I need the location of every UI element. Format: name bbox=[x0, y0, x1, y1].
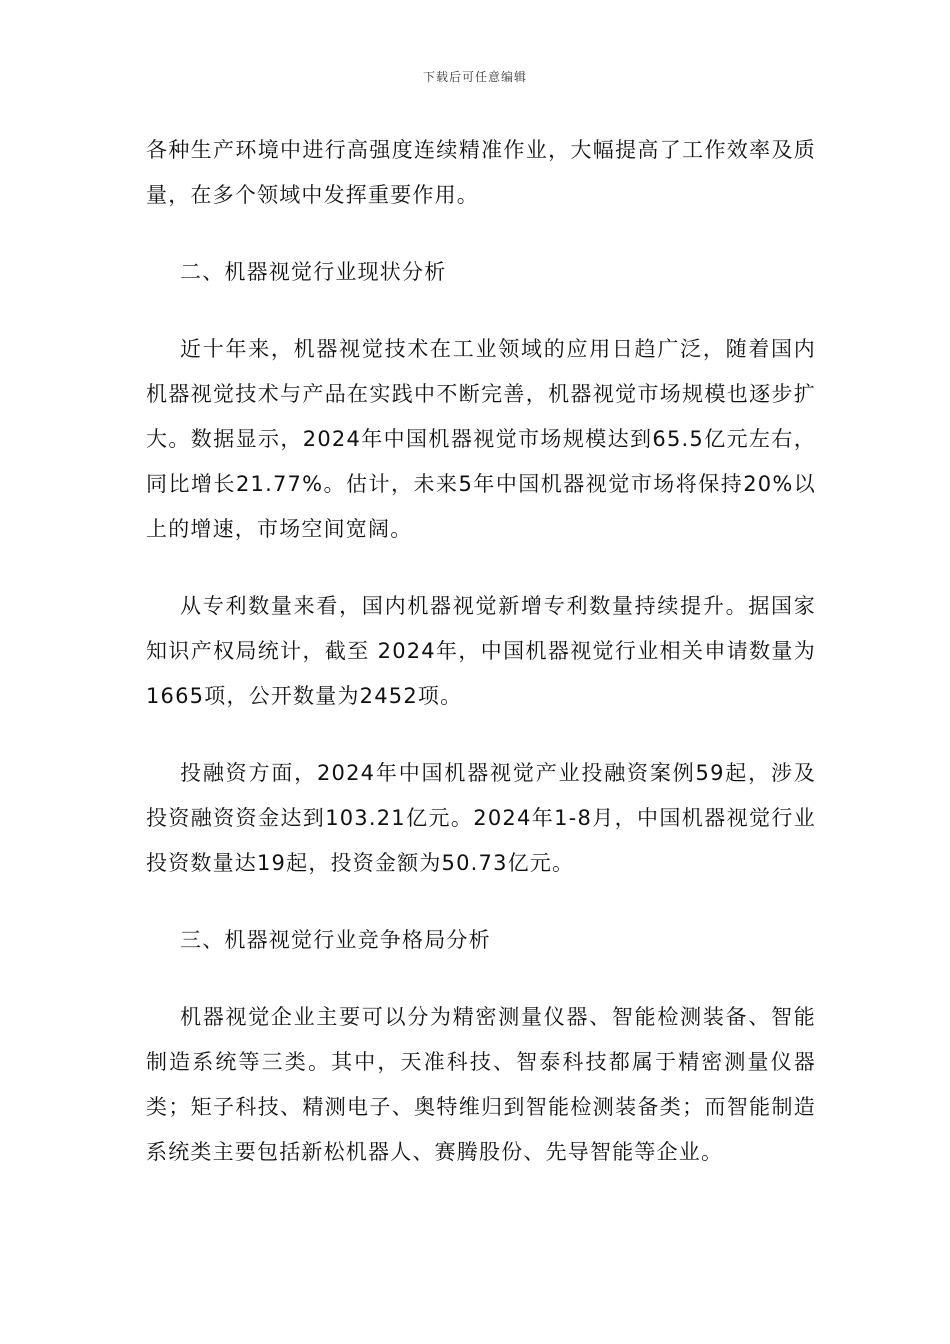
paragraph-continuation: 各种生产环境中进行高强度连续精准作业，大幅提高了工作效率及质量，在多个领域中发挥重要作用。 bbox=[146, 138, 816, 207]
section-heading-2: 二、机器视觉行业现状分析 bbox=[180, 260, 447, 284]
page-header-note: 下载后可任意编辑 bbox=[422, 70, 527, 84]
section-heading-3: 三、机器视觉行业竞争格局分析 bbox=[180, 928, 491, 952]
paragraph-market-size: 近十年来，机器视觉技术在工业领域的应用日趋广泛，随着国内机器视觉技术与产品在实践中不断完善，机器视觉市场规模也逐步扩大。数据显示，2024年中国机器视觉市场规模达到65.5亿元左右，同比增长21.77%。估计，未来5年中国机器视觉市场将保持20%以上的增速，市场空间宽阔。 bbox=[146, 337, 816, 541]
document-body bbox=[146, 128, 816, 1175]
paragraph-patents: 从专利数量来看，国内机器视觉新增专利数量持续提升。据国家知识产权局统计，截至 2024年，中国机器视觉行业相关申请数量为1665项，公开数量为2452项。 bbox=[146, 594, 816, 708]
paragraph-investment: 投融资方面，2024年中国机器视觉产业投融资案例59起，涉及投资融资资金达到103.21亿元。2024年1-8月，中国机器视觉行业投资数量达19起，投资金额为50.73亿元。 bbox=[146, 761, 816, 875]
paragraph-competition: 机器视觉企业主要可以分为精密测量仪器、智能检测装备、智能制造系统等三类。其中，天准科技、智泰科技都属于精密测量仪器类；矩子科技、精测电子、奥特维归到智能检测装备类；而智能制造系统类主要包括新松机器人、赛腾股份、先导智能等企业。 bbox=[146, 1005, 816, 1164]
